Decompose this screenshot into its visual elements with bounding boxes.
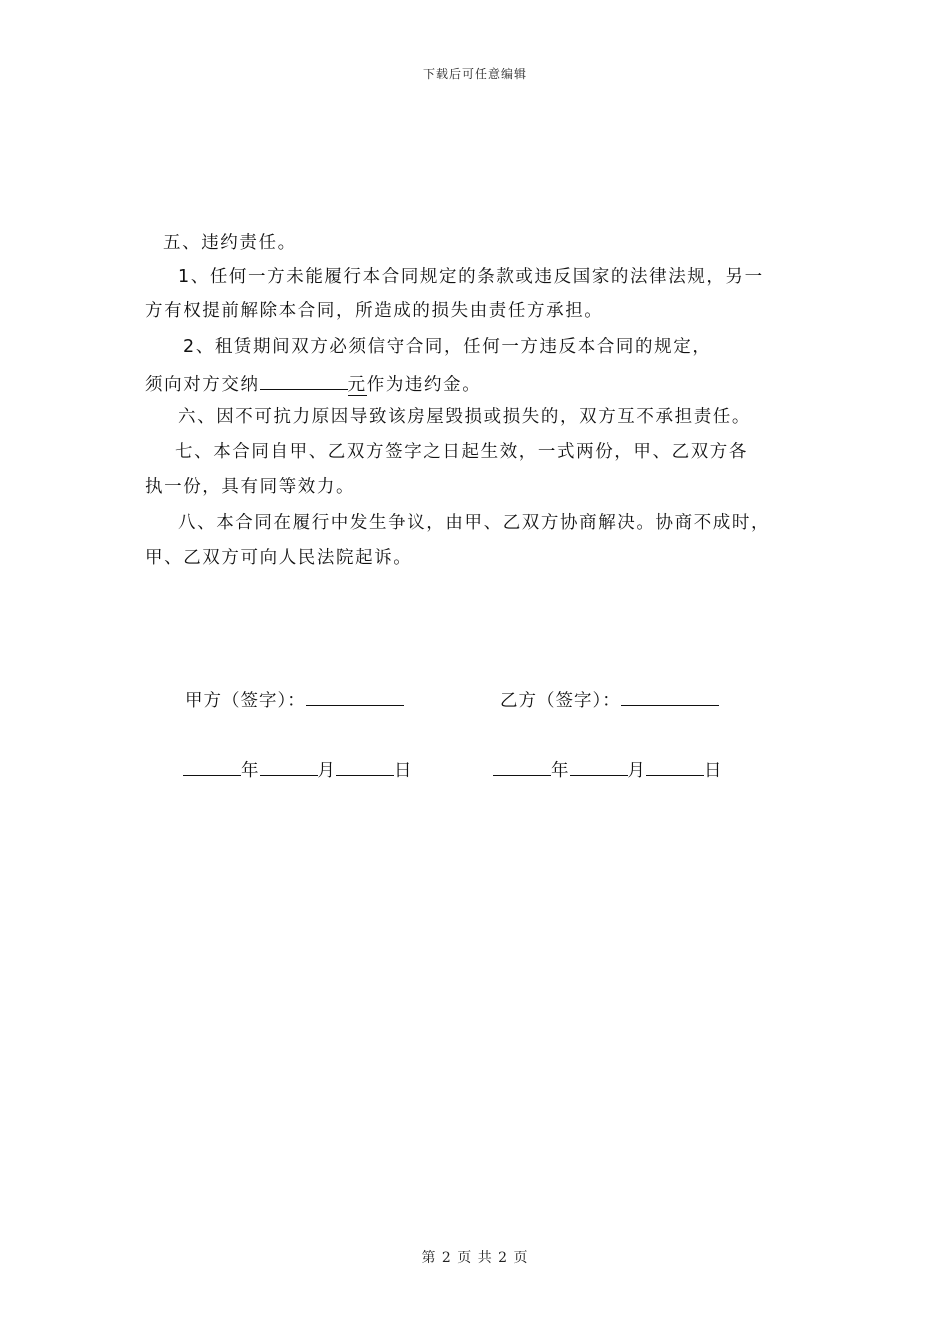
party-a-day-label: 日 bbox=[394, 761, 413, 781]
party-a-signature-blank bbox=[306, 686, 404, 706]
section7-line2: 执一份，具有同等效力。 bbox=[145, 477, 356, 497]
party-a-label: 甲方（签字）： bbox=[185, 691, 306, 711]
party-b-year-label: 年 bbox=[551, 761, 570, 781]
party-a-month-label: 月 bbox=[317, 761, 336, 781]
clause1-line2: 方有权提前解除本合同，所造成的损失由责任方承担。 bbox=[145, 301, 604, 321]
party-b-date bbox=[493, 756, 723, 783]
party-a-day-blank bbox=[336, 756, 394, 776]
section6: 六、因不可抗力原因导致该房屋毁损或损失的，双方互不承担责任。 bbox=[178, 407, 751, 427]
clause2-line2 bbox=[145, 370, 481, 397]
section8-line2: 甲、乙双方可向人民法院起诉。 bbox=[145, 548, 413, 568]
clause2-suffix: 作为违约金。 bbox=[366, 375, 482, 395]
header-note: 下载后可任意编辑 bbox=[422, 67, 527, 81]
party-b-signature-blank bbox=[621, 686, 719, 706]
party-b-signature bbox=[500, 686, 719, 713]
section5-title: 五、违约责任。 bbox=[163, 233, 297, 253]
clause2-unit: 元 bbox=[347, 375, 367, 395]
clause2-prefix: 须向对方交纳 bbox=[145, 375, 260, 395]
party-a-month-blank bbox=[260, 756, 318, 776]
party-b-month-blank bbox=[570, 756, 628, 776]
party-b-day-label: 日 bbox=[704, 761, 723, 781]
party-a-year-label: 年 bbox=[241, 761, 260, 781]
clause1-line1: 1、任何一方未能履行本合同规定的条款或违反国家的法律法规，另一 bbox=[178, 267, 764, 287]
penalty-amount-blank bbox=[260, 370, 348, 390]
clause2-line1: 2、租赁期间双方必须信守合同，任何一方违反本合同的规定， bbox=[183, 337, 712, 357]
party-b-year-blank bbox=[493, 756, 551, 776]
party-b-label: 乙方（签字）： bbox=[500, 691, 621, 711]
party-a-year-blank bbox=[183, 756, 241, 776]
party-b-day-blank bbox=[646, 756, 704, 776]
page-number: 第 2 页 共 2 页 bbox=[421, 1250, 529, 1266]
section8-line1: 八、本合同在履行中发生争议，由甲、乙双方协商解决。协商不成时， bbox=[178, 513, 771, 533]
party-a-signature bbox=[185, 686, 404, 713]
party-a-date bbox=[183, 756, 413, 783]
section7-line1: 七、本合同自甲、乙双方签字之日起生效，一式两份，甲、乙双方各 bbox=[175, 442, 748, 462]
party-b-month-label: 月 bbox=[627, 761, 646, 781]
